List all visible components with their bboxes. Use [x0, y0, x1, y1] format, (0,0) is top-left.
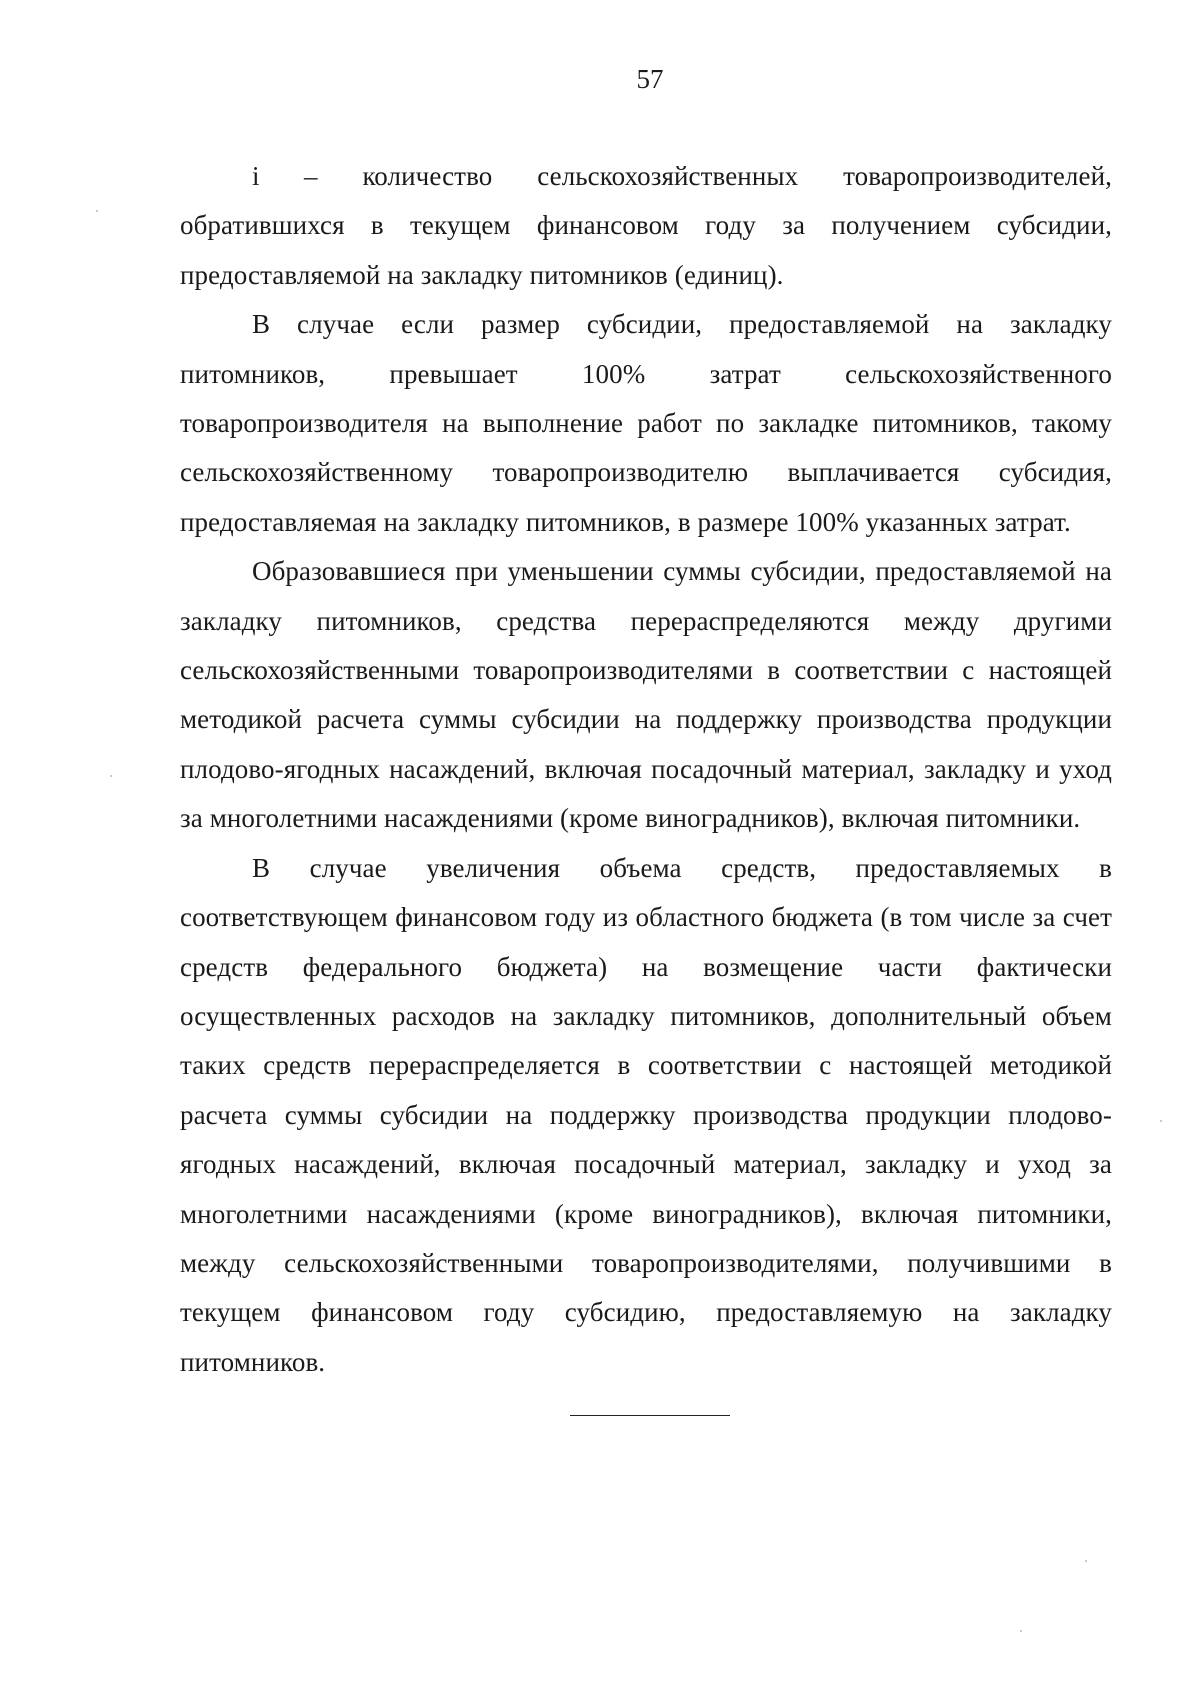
- variable-symbol: i: [252, 161, 260, 191]
- paragraph-redistribution: Образовавшиеся при уменьшении суммы субсидии, предоставляемой на закладку питомников, средства перераспределяются между другими сельскохозяйственными товаропроизводителями в соответствии с настоящей методикой расчета суммы субсидии на поддержку производства продукции плодово-ягодных насаждений, включая посадочный материал, закладку и уход за многолетними насаждениями (кроме виноградников), включая питомники.: [180, 556, 1112, 834]
- scan-speck: [1085, 1560, 1087, 1562]
- paragraph-text: – количество сельскохозяйственных товаропроизводителей, обратившихся в текущем финансовом году за получением субсидии, предоставляемой на закладку питомников (единиц).: [180, 161, 1112, 290]
- scan-speck: [96, 210, 98, 212]
- paragraph-additional-funds: В случае увеличения объема средств, предоставляемых в соответствующем финансовом году из областного бюджета (в том числе за счет средств федерального бюджета) на возмещение части фактически осуществленных расходов на закладку питомников, дополнительный объем таких средств перераспределяется в соответствии с настоящей методикой расчета суммы субсидии на поддержку производства продукции плодово-ягодных насаждений, включая посадочный материал, закладку и уход за многолетними насаждениями (кроме виноградников), включая питомники, между сельскохозяйственными товаропроизводителями, получившими в текущем финансовом году субсидию, предоставляемую на закладку питомников.: [180, 852, 1112, 1377]
- end-of-section-rule: [570, 1415, 730, 1416]
- document-body: [180, 152, 1112, 1387]
- paragraph-variable-definition: [180, 152, 1112, 300]
- scan-speck: [1160, 1120, 1162, 1122]
- page-number: 57: [636, 64, 664, 94]
- paragraph-subsidy-cap: В случае если размер субсидии, предоставляемой на закладку питомников, превышает 100% затрат сельскохозяйственного товаропроизводителя на выполнение работ по закладке питомников, такому сельскохозяйственному товаропроизводителю выплачивается субсидия, предоставляемая на закладку питомников, в размере 100% указанных затрат.: [180, 309, 1112, 537]
- scan-speck: [110, 775, 112, 777]
- scan-speck: [1020, 1630, 1022, 1632]
